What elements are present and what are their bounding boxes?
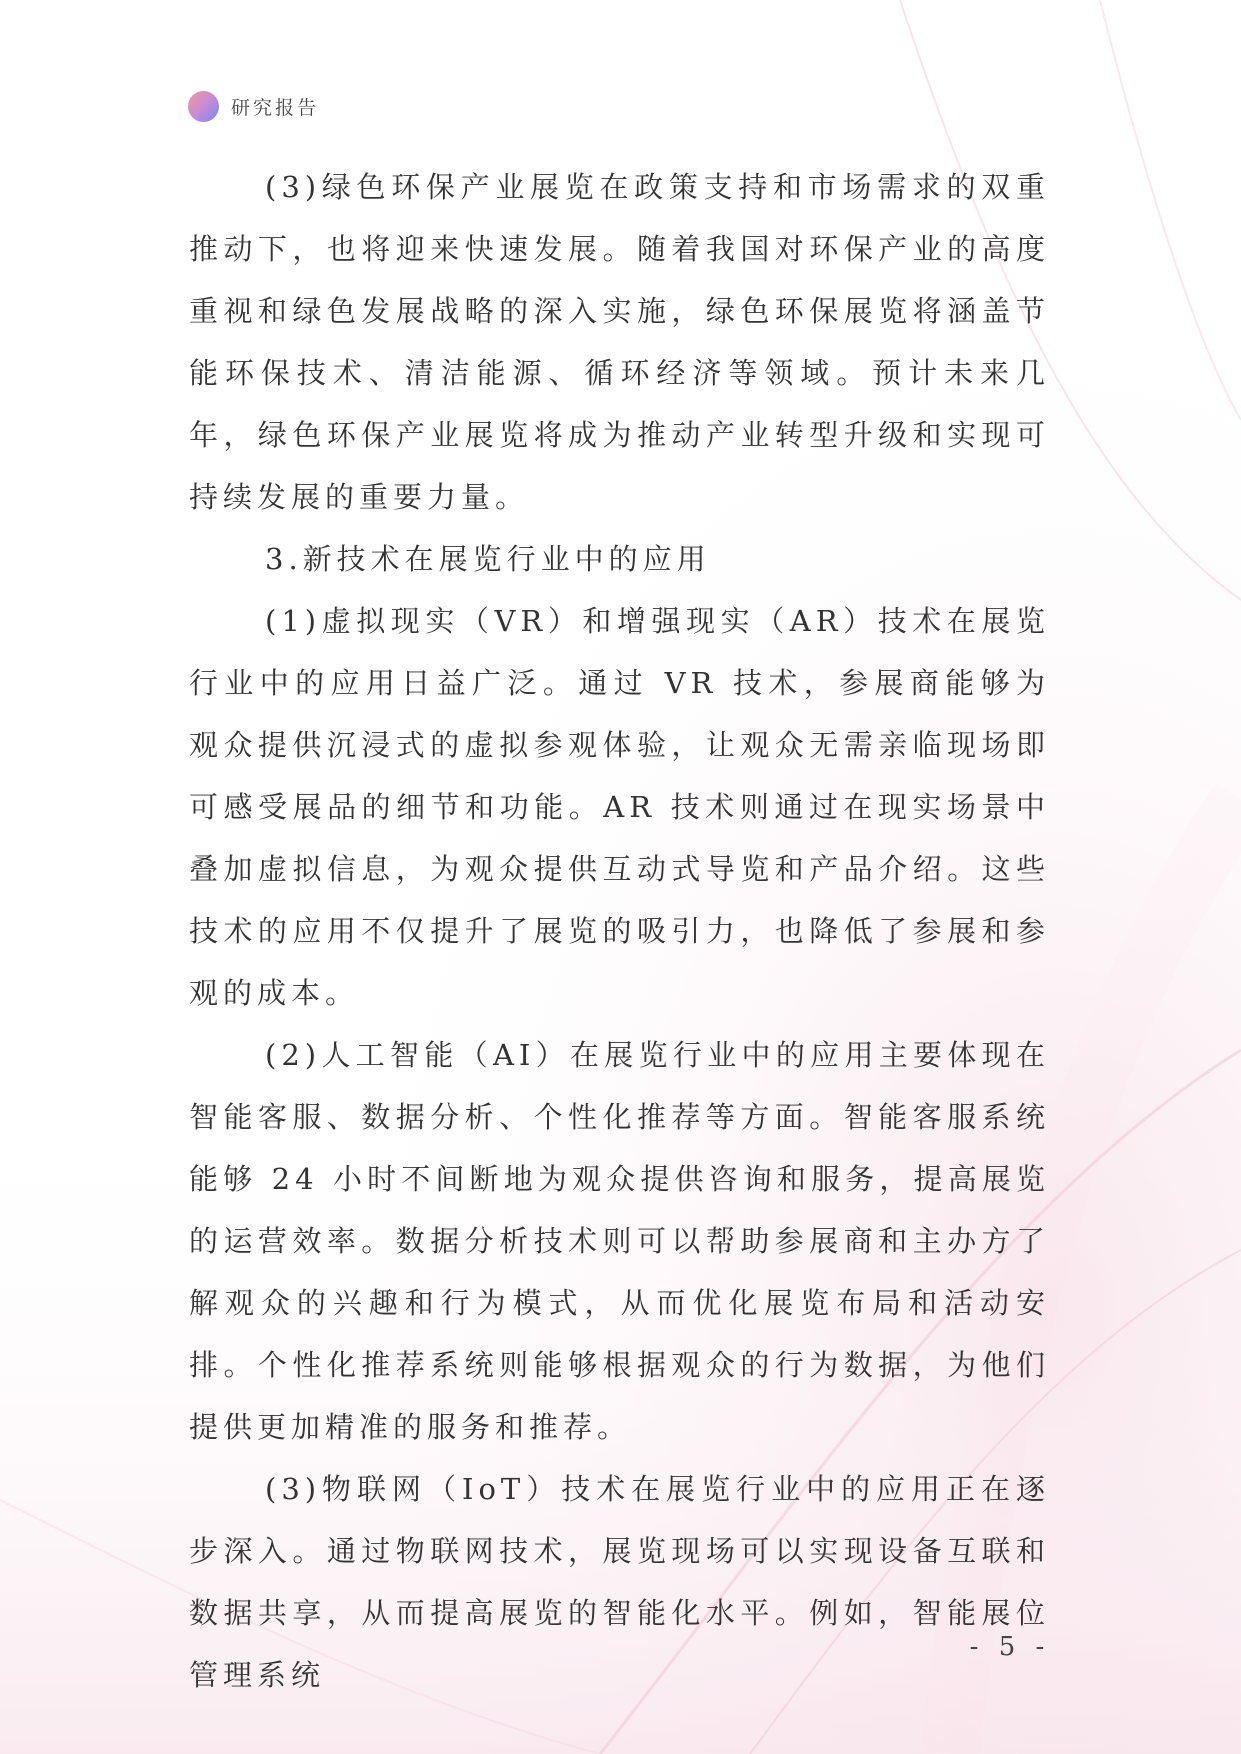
page-number: - 5 -: [969, 1632, 1051, 1662]
document-body: [189, 156, 1050, 1706]
section-heading-new-tech: 3.新技术在展览行业中的应用: [265, 542, 711, 576]
paragraph-vr-ar: (1)虚拟现实（VR）和增强现实（AR）技术在展览行业中的应用日益广泛。通过 VR 技术，参展商能够为观众提供沉浸式的虚拟参观体验，让观众无需亲临现场即可感受展品的细节和功能。AR 技术则通过在现实场景中叠加虚拟信息，为观众提供互动式导览和产品介绍。这些技术的应用不仅提升了展览的吸引力，也降低了参展和参观的成本。: [189, 604, 1050, 1010]
report-header: [188, 90, 319, 122]
paragraph-ai: (2)人工智能（AI）在展览行业中的应用主要体现在智能客服、数据分析、个性化推荐等方面。智能客服系统能够 24 小时不间断地为观众提供咨询和服务，提高展览的运营效率。数据分析技术则可以帮助参展商和主办方了解观众的兴趣和行为模式，从而优化展览布局和活动安排。个性化推荐系统则能够根据观众的行为数据，为他们提供更加精准的服务和推荐。: [189, 1038, 1050, 1444]
paragraph-iot: (3)物联网（IoT）技术在展览行业中的应用正在逐步深入。通过物联网技术，展览现场可以实现设备互联和数据共享，从而提高展览的智能化水平。例如，智能展位管理系统: [189, 1472, 1050, 1692]
logo-circle-icon: [188, 91, 219, 122]
header-title: 研究报告: [231, 96, 320, 119]
paragraph-green-expo: (3)绿色环保产业展览在政策支持和市场需求的双重推动下，也将迎来快速发展。随着我国对环保产业的高度重视和绿色发展战略的深入实施，绿色环保展览将涵盖节能环保技术、清洁能源、循环经济等领域。预计未来几年，绿色环保产业展览将成为推动产业转型升级和实现可持续发展的重要力量。: [189, 170, 1050, 514]
